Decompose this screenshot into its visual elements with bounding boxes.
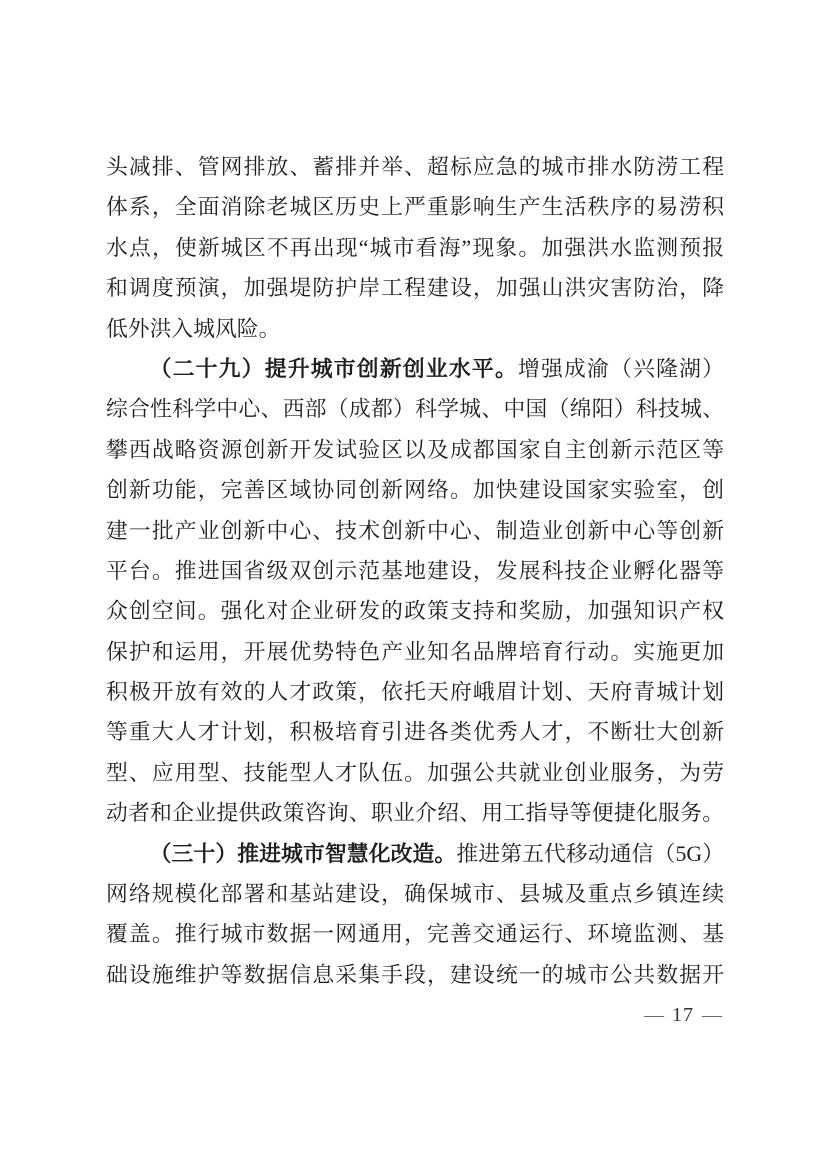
document-body (106, 147, 724, 995)
body-text-run: 低外洪入城风险。 (106, 316, 281, 341)
text-line (106, 753, 724, 793)
body-text-run: 型、应用型、技能型人才队伍。加强公共就业创业服务，为劳 (106, 760, 724, 785)
body-text-run: 头减排、管网排放、蓄排并举、超标应急的城市排水防涝工程 (106, 155, 724, 179)
text-line (106, 268, 724, 308)
page-number-dash-left: — (644, 1004, 664, 1026)
body-text-run: 网络规模化部署和基站建设，确保城市、县城及重点乡镇连续 (106, 882, 724, 907)
text-line (106, 349, 724, 389)
body-text-run: 建一批产业创新中心、技术创新中心、制造业创新中心等创新 (106, 518, 724, 543)
text-line (106, 632, 724, 672)
paragraph-2 (106, 349, 724, 834)
text-line (106, 430, 724, 470)
paragraph-3 (106, 834, 724, 996)
text-line (106, 389, 724, 429)
body-text-run: 体系，全面消除老城区历史上严重影响生产生活秩序的易涝积 (106, 195, 724, 220)
text-line (106, 591, 724, 631)
text-line (106, 712, 724, 752)
text-line (106, 511, 724, 551)
body-text-run: 增强成渝（兴隆湖） (517, 356, 724, 381)
body-text-run: 水点，使新城区不再出现“城市看海”现象。加强洪水监测预报 (106, 235, 724, 260)
body-text-run: 动者和企业提供政策咨询、职业介绍、用工指导等便捷化服务。 (106, 801, 724, 826)
page-number (644, 1004, 722, 1027)
section-heading: （三十）推进城市智慧化改造。 (149, 841, 457, 866)
text-line (106, 147, 724, 187)
text-line (106, 228, 724, 268)
text-line (106, 309, 724, 349)
body-text-run: 众创空间。强化对企业研发的政策支持和奖励，加强知识产权 (106, 599, 724, 624)
body-text-run: 保护和运用，开展优势特色产业知名品牌培育行动。实施更加 (106, 639, 724, 664)
body-text-run: 和调度预演，加强堤防护岸工程建设，加强山洪灾害防治，降 (106, 276, 724, 301)
text-line (106, 955, 724, 995)
text-line (106, 874, 724, 914)
body-text-run: 础设施维护等数据信息采集手段，建设统一的城市公共数据开 (106, 962, 724, 987)
body-text-run: 平台。推进国省级双创示范基地建设，发展科技企业孵化器等 (106, 558, 724, 583)
text-line (106, 470, 724, 510)
section-heading: （二十九）提升城市创新创业水平。 (149, 356, 518, 381)
text-line (106, 793, 724, 833)
body-text-run: 攀西战略资源创新开发试验区以及成都国家自主创新示范区等 (106, 437, 724, 462)
page-number-dash-right: — (702, 1004, 722, 1026)
body-text-run: 综合性科学中心、西部（成都）科学城、中国（绵阳）科技城、 (106, 397, 724, 422)
body-text-run: 积极开放有效的人才政策，依托天府峨眉计划、天府青城计划 (106, 680, 724, 705)
text-line (106, 914, 724, 954)
text-line (106, 551, 724, 591)
text-line (106, 187, 724, 227)
paragraph-1 (106, 147, 724, 349)
text-line (106, 672, 724, 712)
body-text-run: 创新功能，完善区域协同创新网络。加快建设国家实验室，创 (106, 478, 724, 503)
text-line (106, 834, 724, 874)
body-text-run: 覆盖。推行城市数据一网通用，完善交通运行、环境监测、基 (106, 922, 724, 947)
body-text-run: 等重大人才计划，积极培育引进各类优秀人才，不断壮大创新 (106, 720, 724, 745)
body-text-run: 推进第五代移动通信（5G） (456, 841, 724, 866)
page-number-value: 17 (672, 1004, 694, 1026)
